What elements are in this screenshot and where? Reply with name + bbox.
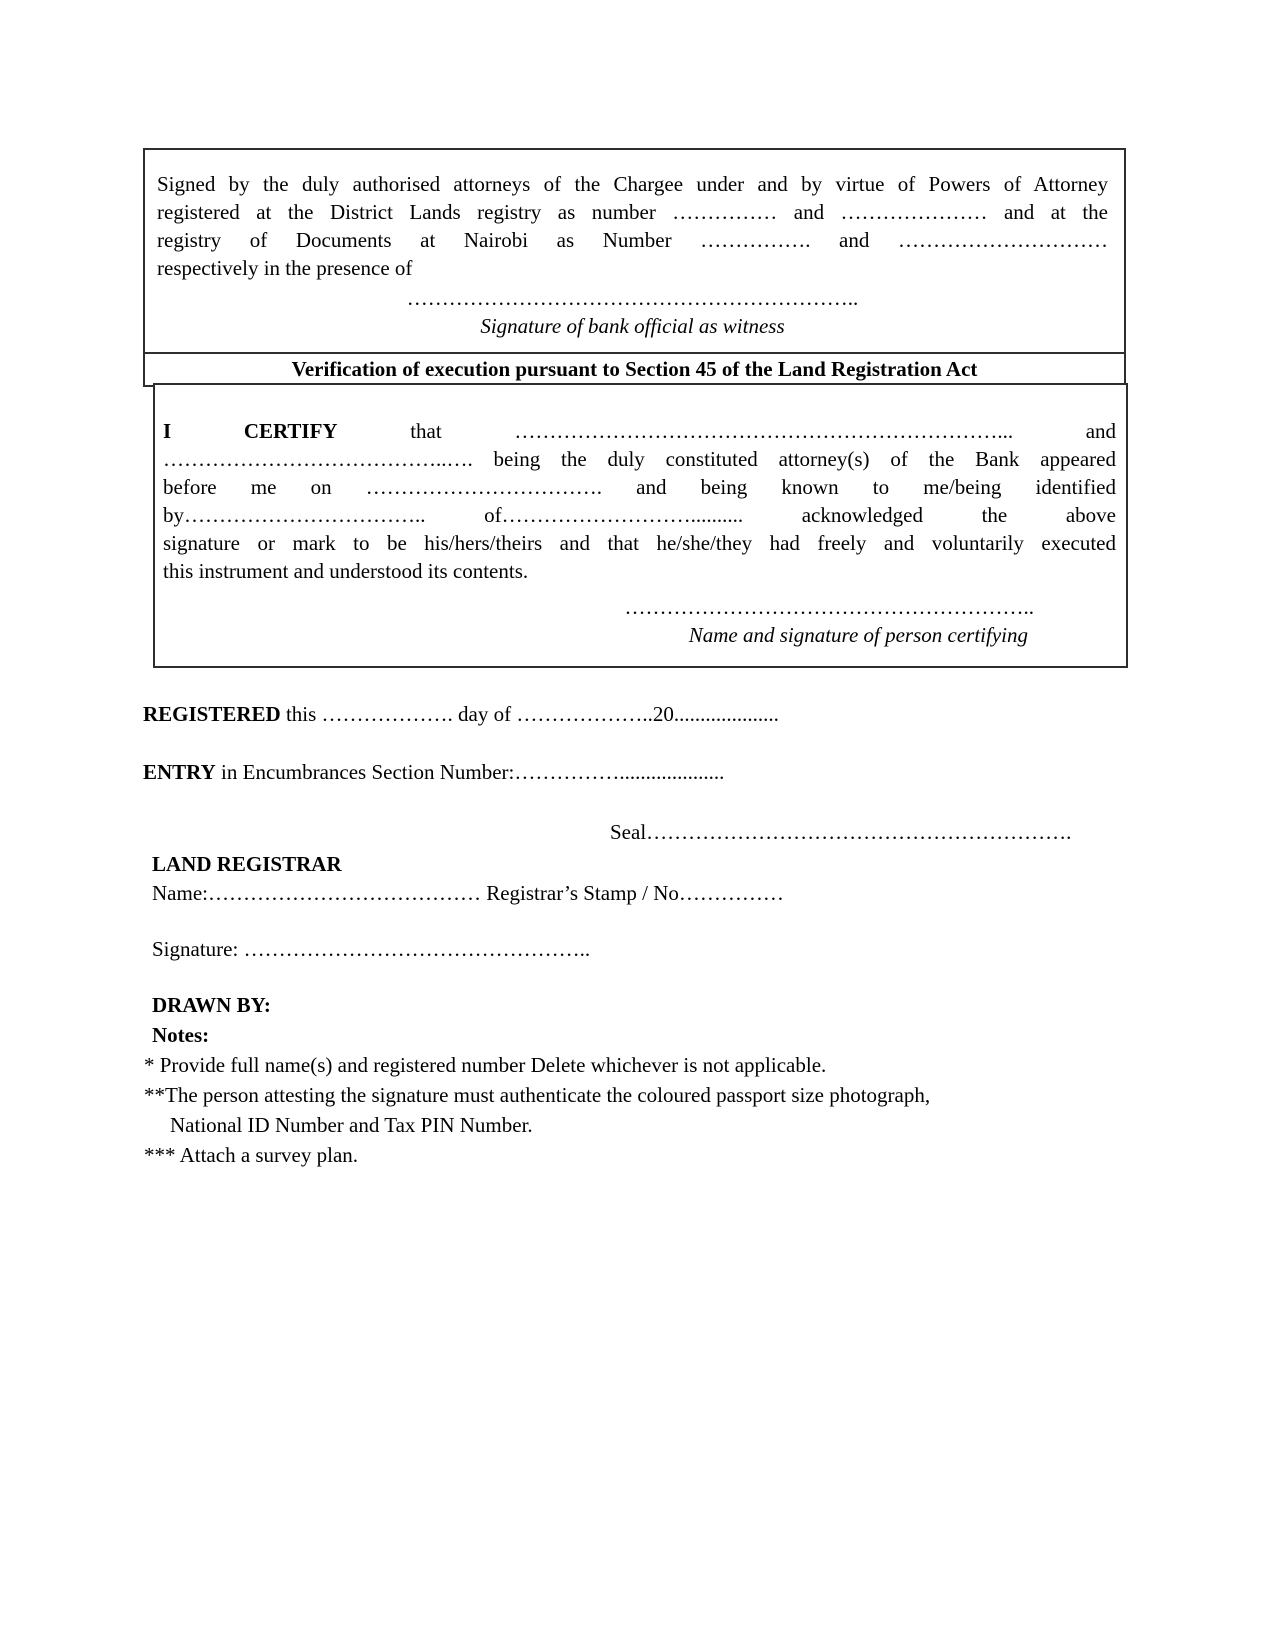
certifier-signature-blank: ………………………………………………….. — [624, 595, 1034, 619]
registered-line — [143, 700, 779, 728]
land-registrar-heading: LAND REGISTRAR — [152, 852, 342, 876]
registrar-name-stamp-line: Name:………………………………… Registrar’s Stamp / No…………… — [152, 881, 784, 905]
certification-clause — [155, 385, 1126, 649]
attestation-box — [143, 148, 1126, 387]
attestation-clause-line: registered at the District Lands registry as number …………… and ………………… and at the — [157, 200, 1108, 224]
certify-line-first — [163, 417, 1116, 445]
certify-line: this instrument and understood its contents. — [163, 559, 529, 583]
note-item: *** Attach a survey plan. — [144, 1143, 359, 1167]
attestation-clause-line: registry of Documents at Nairobi as Number ……………. and ………………………… — [157, 228, 1108, 252]
certify-line: …………………………………..…. being the duly constituted attorney(s) of the Bank appeared — [163, 447, 1116, 471]
witness-signature-caption: Signature of bank official as witness — [480, 314, 785, 338]
witness-signature-blank: ……………………………………………………….. — [406, 286, 859, 310]
certify-line: before me on ……………………………. and being known to me/being identified — [163, 475, 1116, 499]
seal-line: Seal……………………………………………………. — [610, 820, 1072, 844]
attestation-clause-line: respectively in the presence of — [157, 256, 413, 280]
certify-word-certify: CERTIFY — [243, 419, 338, 443]
verification-section-header: Verification of execution pursuant to Section 45 of the Land Registration Act — [145, 352, 1124, 385]
entry-blank: in Encumbrances Section Number:…………….................... — [215, 760, 725, 784]
registrar-signature-line: Signature: ………………………………………….. — [152, 937, 591, 961]
note-item: **The person attesting the signature must authenticate the coloured passport size photograph, — [144, 1083, 931, 1107]
certify-line: by…………………………….. of……………………….......... acknowledged the above — [163, 503, 1116, 527]
entry-label: ENTRY — [143, 760, 216, 784]
attestation-clause-line: Signed by the duly authorised attorneys of the Chargee under and by virtue of Powers of Attorney — [157, 172, 1108, 196]
attestation-clause — [145, 150, 1124, 352]
certifier-signature-caption: Name and signature of person certifying — [688, 623, 1028, 647]
notes-heading: Notes: — [152, 1023, 210, 1047]
certify-name-blank: ……………………………………………………………... — [514, 419, 1014, 443]
registered-blank: this ………………. day of ………………..20.................... — [280, 702, 779, 726]
certification-box — [153, 383, 1128, 668]
certify-word-and: and — [1085, 419, 1117, 443]
drawn-by-heading: DRAWN BY: — [152, 993, 271, 1017]
registered-label: REGISTERED — [143, 702, 281, 726]
note-item-continuation: National ID Number and Tax PIN Number. — [170, 1113, 533, 1137]
certify-word-i: I — [163, 419, 172, 443]
certify-word-that: that — [410, 419, 442, 443]
note-item: * Provide full name(s) and registered number Delete whichever is not applicable. — [144, 1053, 827, 1077]
entry-line — [143, 758, 724, 786]
certify-line: signature or mark to be his/hers/theirs and that he/she/they had freely and voluntarily executed — [163, 531, 1116, 555]
